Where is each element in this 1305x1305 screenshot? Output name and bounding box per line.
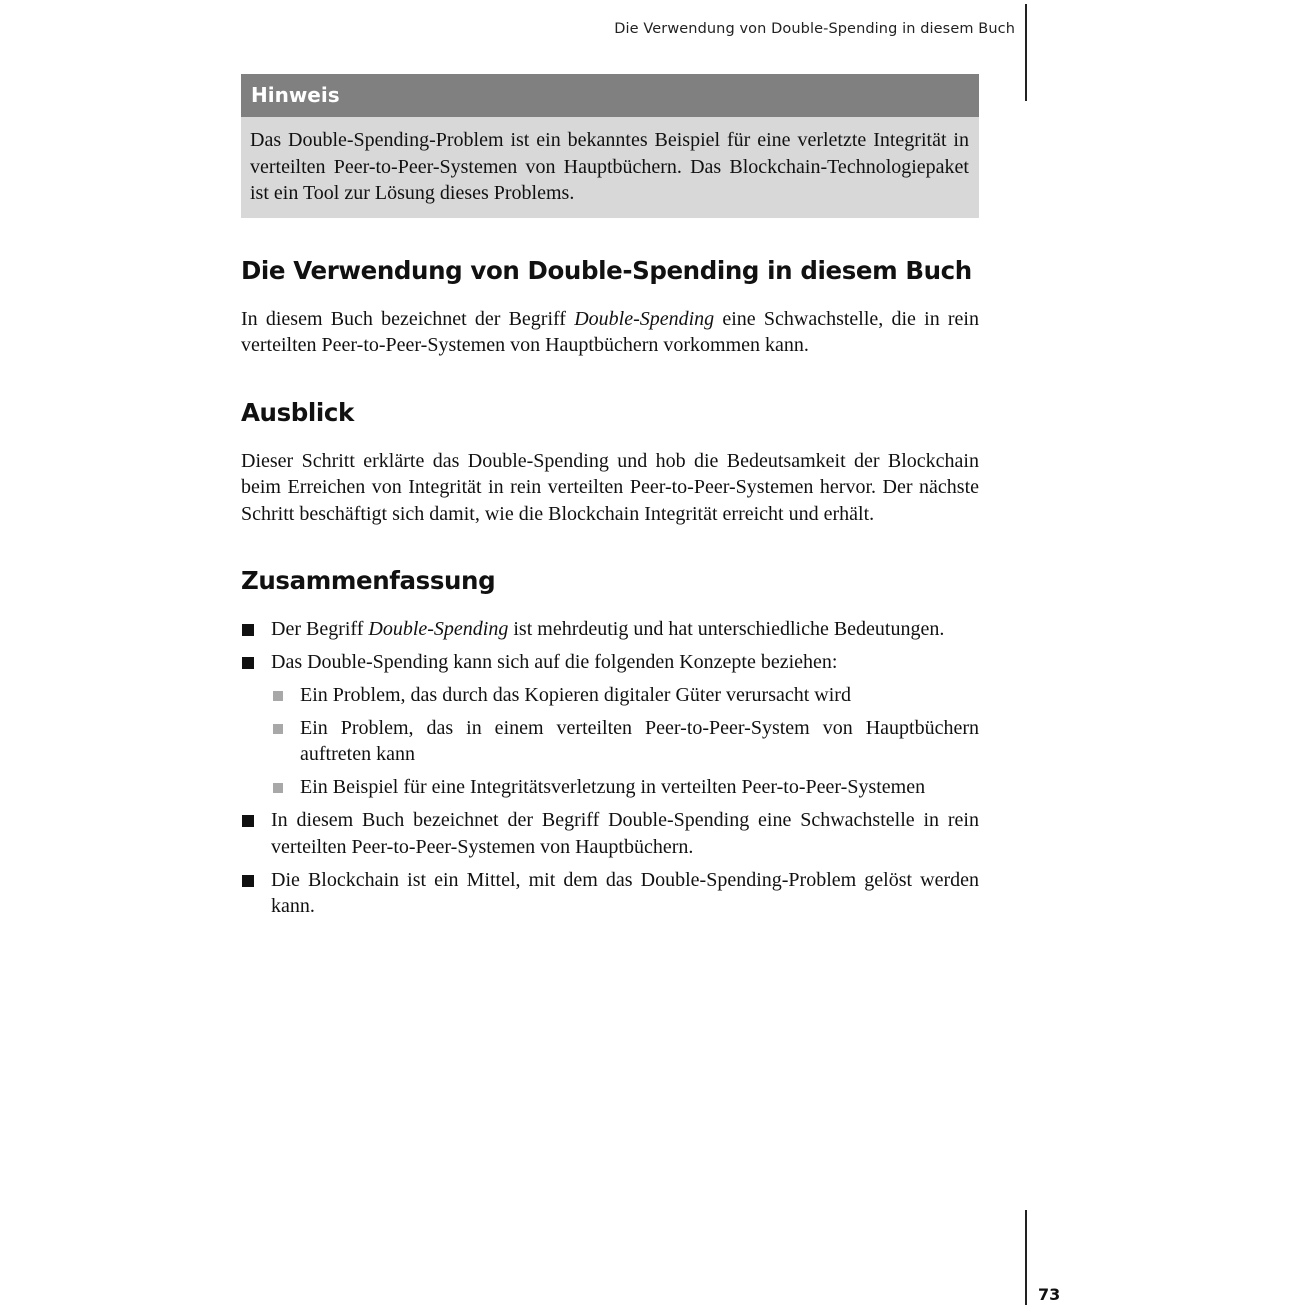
margin-rule-top: [1025, 4, 1027, 101]
list-item: [241, 807, 979, 860]
paragraph-verwendung-end: eine Schwachstelle, die in rein verteilten Peer-to-Peer-Systemen von Hauptbüchern vorkommen kann.: [241, 307, 979, 356]
square-bullet-icon: [242, 624, 254, 636]
heading-ausblick: Ausblick: [241, 397, 354, 427]
heading-zusammenfassung: Zusammenfassung: [241, 566, 496, 595]
term-double-spending: Double-Spending: [368, 618, 509, 640]
gray-square-bullet-icon: [273, 691, 283, 701]
list-item-4-text: Die Blockchain ist ein Mittel, mit dem das Double-Spending-Problem gelöst werden kann.: [271, 868, 979, 917]
sub-list-item: [271, 682, 979, 709]
list-item: [241, 649, 979, 801]
gray-square-bullet-icon: [273, 724, 283, 734]
list-item-1-start: Der Begriff: [271, 618, 369, 640]
margin-rule-bottom: [1025, 1210, 1027, 1305]
sub-list-item: [271, 715, 979, 768]
list-item: [241, 867, 979, 920]
sub-list: [271, 682, 979, 801]
square-bullet-icon: [242, 815, 254, 827]
paragraph-verwendung: [241, 306, 979, 359]
page-content: [241, 74, 979, 926]
sub-list-item-text: Ein Problem, das in einem verteilten Peer-to-Peer-System von Hauptbüchern auftreten kann: [300, 716, 979, 765]
page-number: 73: [1038, 1285, 1061, 1304]
list-item-3-text: In diesem Buch bezeichnet der Begriff Double-Spending eine Schwachstelle in rein verteilten Peer-to-Peer-Systemen von Hauptbüchern.: [271, 809, 979, 858]
paragraph-ausblick: Dieser Schritt erklärte das Double-Spending und hob die Bedeutsamkeit der Blockchain beim Erreichen von Integrität in rein verteilten Peer-to-Peer-Systemen hervor. Der nächste Schritt beschäftigt sich damit, wie die Blockchain Integrität erreicht und erhält.: [241, 449, 979, 525]
list-item-1-end: ist mehrdeutig und hat unterschiedliche Bedeutungen.: [508, 618, 945, 640]
note-box: [241, 74, 979, 218]
heading-verwendung: Die Verwendung von Double-Spending in diesem Buch: [241, 255, 972, 285]
sub-list-item-text: Ein Problem, das durch das Kopieren digitaler Güter verursacht wird: [300, 683, 851, 706]
square-bullet-icon: [242, 657, 254, 669]
running-head: Die Verwendung von Double-Spending in diesem Buch: [614, 21, 1015, 37]
sub-list-item-text: Ein Beispiel für eine Integritätsverletzung in verteilten Peer-to-Peer-Systemen: [300, 776, 926, 798]
list-item: [241, 616, 979, 643]
note-title: Hinweis: [241, 74, 979, 117]
term-double-spending: Double-Spending: [574, 307, 715, 330]
paragraph-verwendung-start: In diesem Buch bezeichnet der Begriff: [241, 307, 575, 330]
square-bullet-icon: [242, 875, 254, 887]
summary-list: [241, 616, 979, 920]
list-item-2-text: Das Double-Spending kann sich auf die folgenden Konzepte beziehen:: [271, 651, 838, 673]
note-text: Das Double-Spending-Problem ist ein bekanntes Beispiel für eine verletzte Integrität in verteilten Peer-to-Peer-Systemen von Hauptbüchern. Das Blockchain-Technologiepaket ist ein Tool zur Lösung dieses Problems.: [241, 117, 979, 218]
sub-list-item: [271, 774, 979, 801]
gray-square-bullet-icon: [273, 783, 283, 793]
